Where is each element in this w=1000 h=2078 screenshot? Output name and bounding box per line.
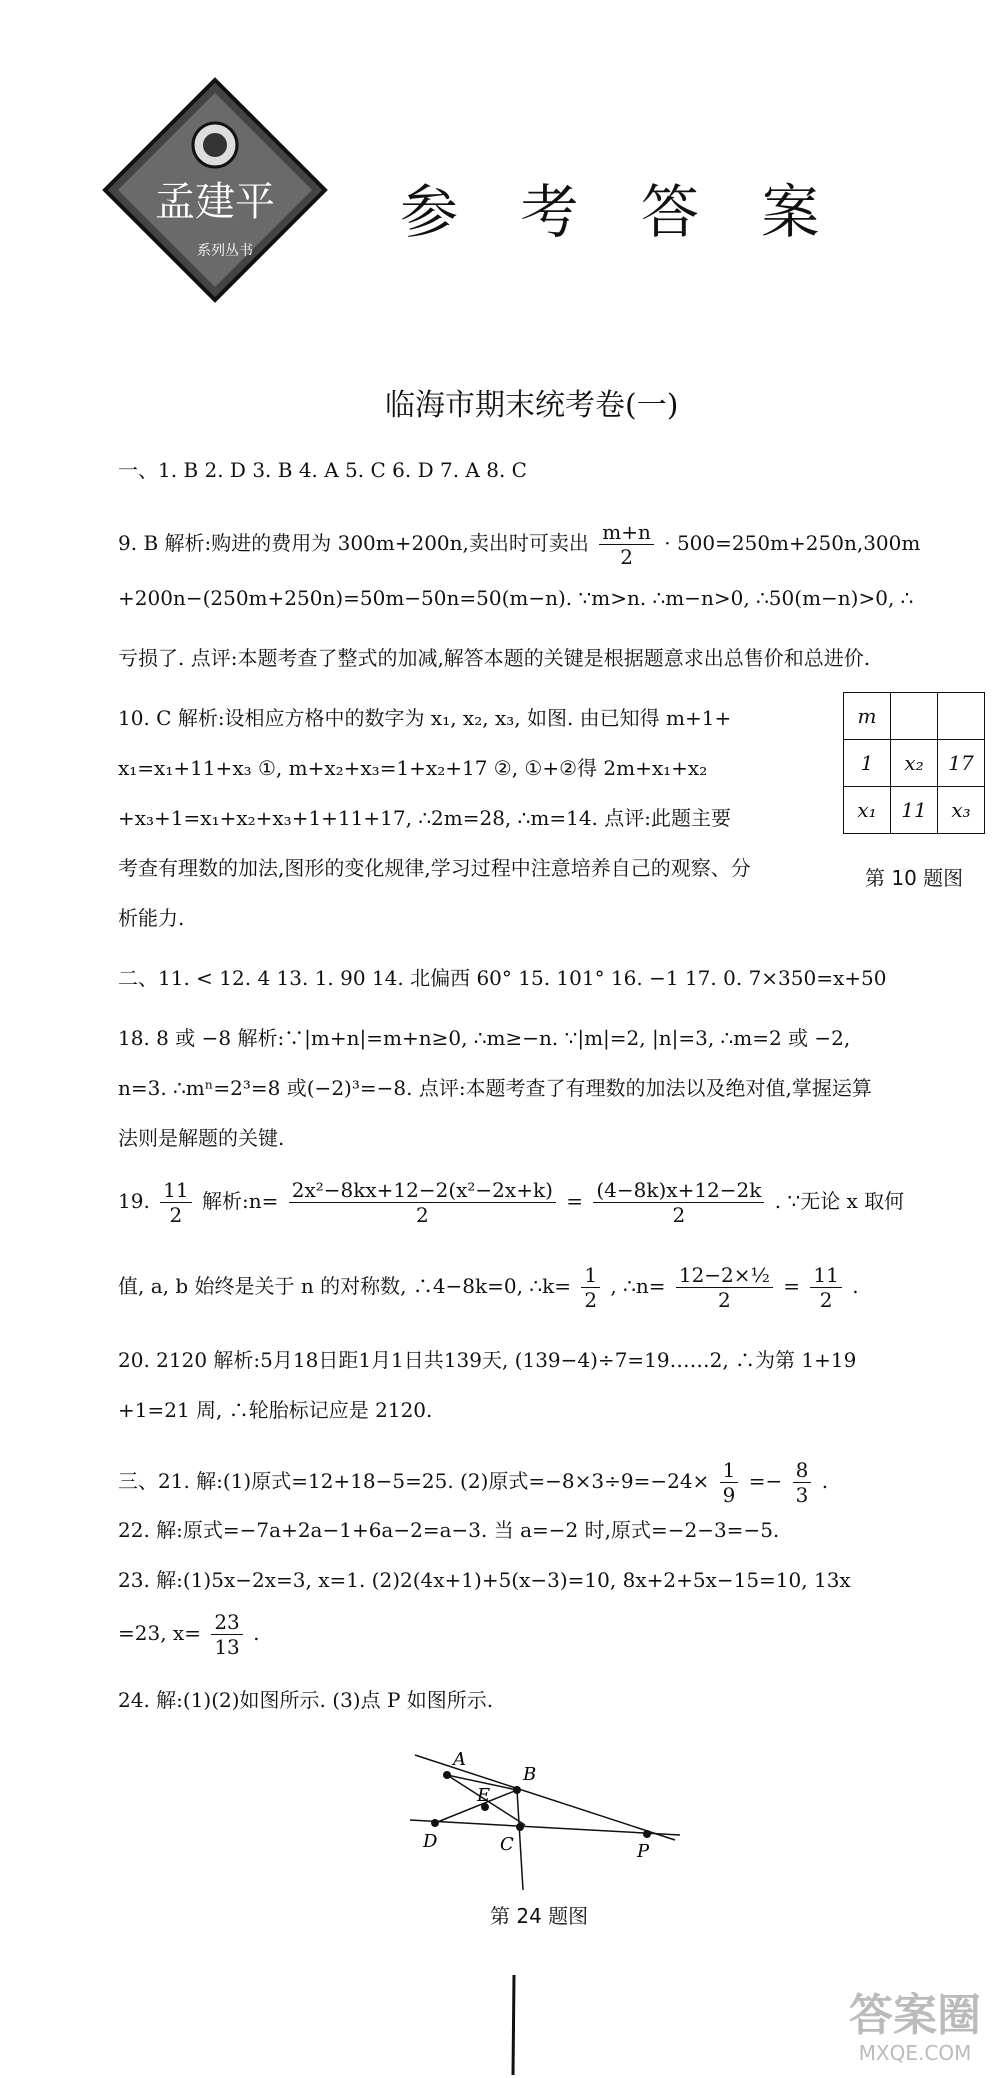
answer-line: 二、11. < 12. 4 13. 1. 90 14. 北偏西 60° 15. 101° 16. −1 17. 0. 7×350=x+50 xyxy=(118,966,887,990)
text: · 500=250m+250n,300m xyxy=(664,531,921,555)
denominator: 2 xyxy=(819,1288,833,1312)
text: 19. xyxy=(118,1189,150,1213)
denominator: 2 xyxy=(620,545,633,569)
numerator: 12−2×½ xyxy=(676,1265,773,1288)
fraction xyxy=(160,1180,191,1225)
denominator: 2 xyxy=(169,1203,183,1227)
text: , ∴n= xyxy=(610,1274,666,1298)
text: . xyxy=(852,1274,859,1298)
answer-line: 23. 解:(1)5x−2x=3, x=1. (2)2(4x+1)+5(x−3)=10, 8x+2+5x−15=10, 13x xyxy=(118,1568,851,1592)
logo-text: 孟建平 xyxy=(155,179,275,225)
answer-line: 亏损了. 点评:本题考查了整式的加减,解答本题的关键是根据题意求出总售价和总进价. xyxy=(118,646,871,670)
figure-caption: 第 24 题图 xyxy=(490,1904,589,1928)
answer-line: x₁=x₁+11+x₃ ①, m+x₂+x₃=1+x₂+17 ②, ①+②得 2m+x₁+x₂ xyxy=(118,756,708,780)
text: 值, a, b 始终是关于 n 的对称数, ∴4−8k=0, ∴k= xyxy=(118,1274,571,1298)
point-label: D xyxy=(423,1831,438,1852)
grid-cell: x₃ xyxy=(938,787,985,834)
fraction xyxy=(793,1460,812,1505)
answer-line xyxy=(118,1180,904,1225)
grid-cell: m xyxy=(844,693,891,740)
geometry-figure-24 xyxy=(405,1735,685,1895)
figure-caption: 第 10 题图 xyxy=(865,866,964,890)
numerator: m+n xyxy=(599,522,654,545)
fraction xyxy=(289,1180,556,1225)
fraction xyxy=(810,1265,841,1310)
numerator: 2x²−8kx+12−2(x²−2x+k) xyxy=(289,1180,556,1203)
answer-line xyxy=(118,1612,260,1657)
numerator: 1 xyxy=(581,1265,600,1288)
text: =23, x= xyxy=(118,1621,201,1645)
fraction xyxy=(720,1460,739,1505)
answer-line: 法则是解题的关键. xyxy=(118,1126,285,1150)
grid-cell: x₂ xyxy=(891,740,938,787)
point-label: A xyxy=(453,1749,466,1770)
fraction xyxy=(581,1265,600,1310)
point-label: P xyxy=(637,1841,650,1862)
text: = xyxy=(566,1189,583,1213)
text: = xyxy=(783,1274,801,1298)
point-label: C xyxy=(500,1834,514,1855)
exam-title: 临海市期末统考卷(一) xyxy=(385,388,679,423)
numerator: 8 xyxy=(793,1460,812,1483)
answer-line: 考查有理数的加法,图形的变化规律,学习过程中注意培养自己的观察、分 xyxy=(118,856,751,880)
point-label: E xyxy=(477,1785,491,1806)
answer-line: 10. C 解析:设相应方格中的数字为 x₁, x₂, x₃, 如图. 由已知得 m+1+ xyxy=(118,706,732,730)
fraction xyxy=(676,1265,773,1310)
numerator: (4−8k)x+12−2k xyxy=(593,1180,764,1203)
text: . xyxy=(821,1469,829,1493)
answer-line: 18. 8 或 −8 解析:∵|m+n|=m+n≥0, ∴m≥−n. ∵|m|=2, |n|=3, ∴m=2 或 −2, xyxy=(118,1026,851,1050)
grid-cell xyxy=(938,693,985,740)
grid-cell: 11 xyxy=(891,787,938,834)
watermark-url: MXQE.COM xyxy=(858,2041,972,2065)
text: . xyxy=(253,1621,260,1645)
answer-line: +200n−(250m+250n)=50m−50n=50(m−n). ∵m>n. ∴m−n>0, ∴50(m−n)>0, ∴ xyxy=(118,586,914,610)
grid-cell xyxy=(891,693,938,740)
grid-cell: 17 xyxy=(938,740,985,787)
denominator: 3 xyxy=(795,1483,809,1507)
denominator: 2 xyxy=(415,1203,429,1227)
numerator: 23 xyxy=(211,1612,242,1635)
text: . ∵无论 x 取何 xyxy=(774,1189,905,1213)
answer-line xyxy=(118,1460,828,1505)
answer-line xyxy=(118,522,920,567)
scan-mark xyxy=(510,1975,518,2075)
watermark-text: 答案圈 xyxy=(849,1990,981,2041)
answer-line: 24. 解:(1)(2)如图所示. (3)点 P 如图所示. xyxy=(118,1688,494,1712)
grid-cell: 1 xyxy=(844,740,891,787)
text: 三、21. 解:(1)原式=12+18−5=25. (2)原式=−8×3÷9=−24× xyxy=(118,1469,710,1493)
fraction xyxy=(593,1180,764,1225)
denominator: 9 xyxy=(722,1483,736,1507)
fraction xyxy=(599,522,654,567)
watermark xyxy=(835,1980,995,2070)
answer-line: +x₃+1=x₁+x₂+x₃+1+11+17, ∴2m=28, ∴m=14. 点评:此题主要 xyxy=(118,806,731,830)
denominator: 13 xyxy=(214,1635,240,1659)
denominator: 2 xyxy=(584,1288,598,1312)
fraction xyxy=(211,1612,242,1657)
text: =− xyxy=(748,1469,783,1493)
answer-line: +1=21 周, ∴轮胎标记应是 2120. xyxy=(118,1398,433,1422)
denominator: 2 xyxy=(718,1288,731,1312)
logo-subtext: 系列丛书 xyxy=(197,243,253,259)
answer-line: 析能力. xyxy=(118,906,185,930)
answer-line: 22. 解:原式=−7a+2a−1+6a−2=a−3. 当 a=−2 时,原式=−2−3=−5. xyxy=(118,1518,780,1542)
answer-line xyxy=(118,1265,859,1310)
answer-line: 一、1. B 2. D 3. B 4. A 5. C 6. D 7. A 8. C xyxy=(118,458,527,482)
denominator: 2 xyxy=(672,1203,686,1227)
numerator: 11 xyxy=(810,1265,841,1288)
grid-figure-10 xyxy=(843,692,985,834)
series-logo xyxy=(100,75,330,305)
answer-line: n=3. ∴mⁿ=2³=8 或(−2)³=−8. 点评:本题考查了有理数的加法以及绝对值,掌握运算 xyxy=(118,1076,872,1100)
numerator: 11 xyxy=(160,1180,191,1203)
grid-cell: x₁ xyxy=(844,787,891,834)
point-label: B xyxy=(523,1764,537,1785)
text: 解析:n= xyxy=(201,1189,279,1213)
answer-line: 20. 2120 解析:5月18日距1月1日共139天, (139−4)÷7=19……2, ∴为第 1+19 xyxy=(118,1348,857,1372)
page-title: 参 考 答 案 xyxy=(400,178,842,246)
text: 9. B 解析:购进的费用为 300m+200n,卖出时可卖出 xyxy=(118,531,589,555)
numerator: 1 xyxy=(720,1460,739,1483)
